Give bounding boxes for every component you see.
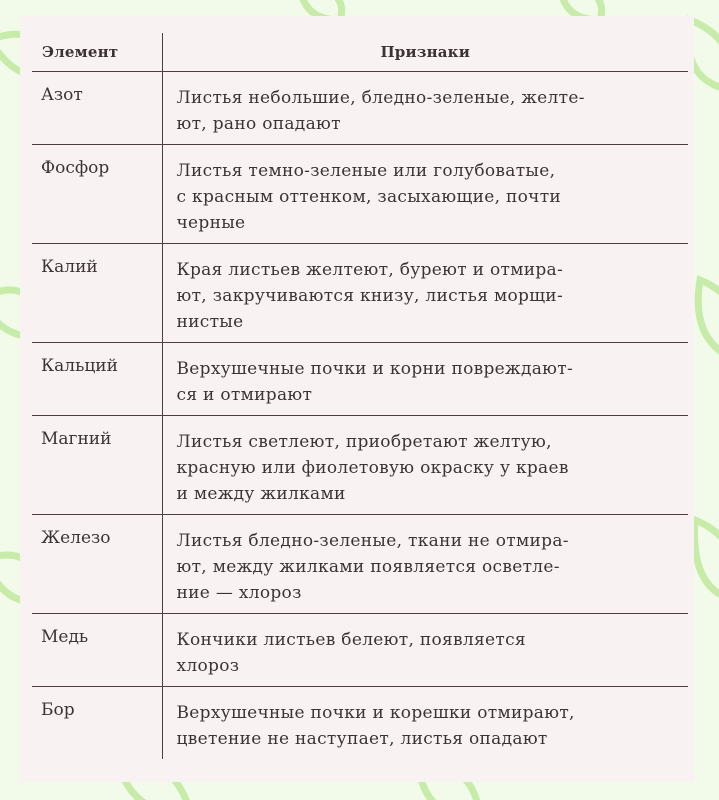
- signs-line: ют, закручиваются книзу, листья морщи-: [176, 286, 563, 306]
- signs-line: черные: [176, 213, 246, 233]
- element-cell: Железо: [32, 515, 162, 614]
- signs-line: нистые: [176, 312, 244, 332]
- signs-line: красную или фиолетовую окраску у краев: [176, 458, 569, 478]
- signs-line: Листья темно-зеленые или голубоватые,: [176, 161, 556, 181]
- signs-line: ют, рано опадают: [176, 114, 341, 134]
- table-row: [32, 145, 688, 244]
- signs-cell: [162, 416, 688, 515]
- element-cell: Калий: [32, 244, 162, 343]
- table-row: [32, 687, 688, 760]
- signs-cell: [162, 145, 688, 244]
- signs-line: и между жилками: [176, 484, 346, 504]
- signs-line: Листья небольшие, бледно-зеленые, желте-: [176, 88, 585, 108]
- signs-line: с красным оттенком, засыхающие, почти: [176, 187, 562, 207]
- signs-line: ют, между жилками появляется осветле-: [176, 557, 560, 577]
- signs-cell: [162, 687, 688, 760]
- signs-line: ние — хлороз: [176, 583, 302, 603]
- table-row: [32, 343, 688, 416]
- signs-line: хлороз: [176, 656, 240, 676]
- signs-line: Верхушечные почки и корешки отмирают,: [176, 703, 575, 723]
- signs-cell: [162, 72, 688, 145]
- table-row: [32, 244, 688, 343]
- nutrient-deficiency-table: [32, 33, 688, 759]
- signs-cell: [162, 343, 688, 416]
- table-row: [32, 515, 688, 614]
- table-row: [32, 614, 688, 687]
- element-cell: Медь: [32, 614, 162, 687]
- signs-cell: [162, 614, 688, 687]
- table-row: [32, 416, 688, 515]
- signs-line: Листья бледно-зеленые, ткани не отмира-: [176, 531, 569, 551]
- table-row: [32, 72, 688, 145]
- signs-line: Края листьев желтеют, буреют и отмира-: [176, 260, 564, 280]
- element-cell: Бор: [32, 687, 162, 760]
- signs-cell: [162, 515, 688, 614]
- element-cell: Кальций: [32, 343, 162, 416]
- signs-line: Верхушечные почки и корни повреждают-: [176, 359, 574, 379]
- signs-line: цветение не наступает, листья опадают: [176, 729, 548, 749]
- signs-line: Кончики листьев белеют, появляется: [176, 630, 526, 650]
- element-cell: Азот: [32, 72, 162, 145]
- element-cell: Фосфор: [32, 145, 162, 244]
- element-cell: Магний: [32, 416, 162, 515]
- signs-line: ся и отмирают: [176, 385, 313, 405]
- header-signs: Признаки: [162, 33, 688, 72]
- table-header-row: [32, 33, 688, 72]
- signs-line: Листья светлеют, приобретают желтую,: [176, 432, 552, 452]
- signs-cell: [162, 244, 688, 343]
- header-element: Элемент: [32, 33, 162, 72]
